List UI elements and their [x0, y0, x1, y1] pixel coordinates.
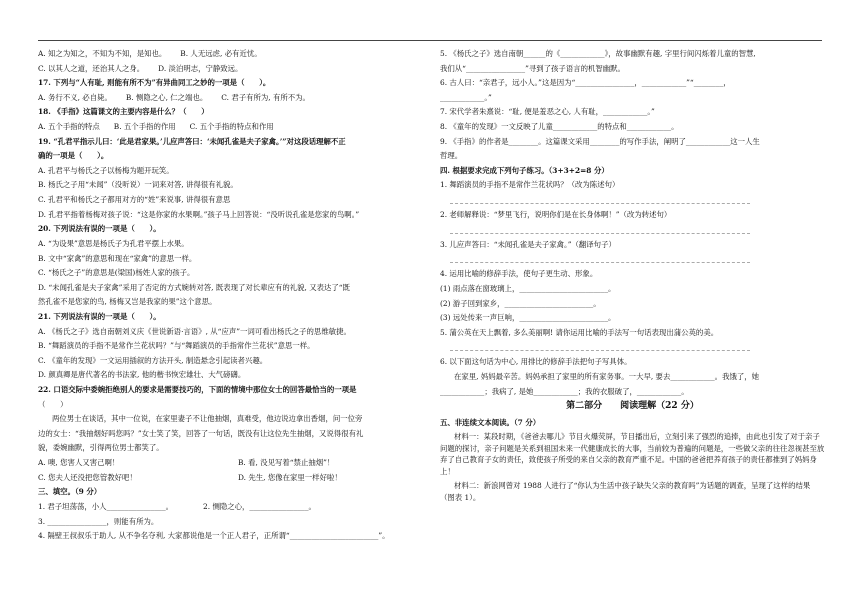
q20-option-d-line1[interactable]: D. “未闻孔雀是夫子家禽”采用了否定的方式婉转对答, 既表现了对长辈应有的礼貌, 又表达了“既 [38, 282, 350, 292]
q19-stem-line2: 确的一项是（ ）。 [38, 151, 109, 161]
part-2-title: 第二部分 阅读理解（22 分） [566, 401, 699, 412]
sentence-4: 4. 运用比喻的修辞手法，使句子更生动、形象。 [440, 269, 598, 279]
sentence-1: 1. 舞蹈演员的手指不是常作兰花状吗？（改为陈述句） [440, 180, 620, 190]
q21-option-b[interactable]: B. “舞蹈演员的手指不是常作兰花状吗？”与“舞蹈演员的手指常作兰花状”意思一样。 [38, 341, 315, 351]
q19-option-a[interactable]: A. 孔君平与杨氏之子以杨梅为题开玩笑。 [38, 165, 174, 175]
r6-line1[interactable]: 6. 古人曰：“亲君子，远小人。”这是因为“________________，____________”“________， [440, 78, 731, 88]
fill-1[interactable]: 1. 君子坦荡荡，小人________________。 [38, 501, 174, 511]
sentence-1-answer-line[interactable] [450, 194, 750, 204]
r8[interactable]: 8. 《童年的发现》一文反映了儿童____________的特点和____________。 [440, 122, 679, 132]
q18-option-a[interactable]: A. 五个手指的特点 [38, 122, 100, 132]
r6-line2[interactable]: ____________。” [440, 92, 492, 102]
q20-option-d-line2: 然孔雀不是您家的鸟, 杨梅又岂是我家的果”这个意思。 [38, 297, 217, 307]
q19-option-b[interactable]: B. 杨氏之子用“未闻”（没听说）一词来对答, 讲得很有礼貌。 [38, 180, 238, 190]
q16-option-b[interactable]: B. 人无远虑, 必有近忧。 [180, 49, 262, 58]
q17-option-b[interactable]: B. 恻隐之心, 仁之端也。 [125, 92, 208, 102]
fill-row1 [38, 501, 430, 512]
q22-options [38, 457, 430, 486]
q22-option-b[interactable]: B. 看, 没见写着“禁止抽烟”！ [238, 458, 335, 468]
section-3-title: 三、填空。（9 分） [38, 487, 102, 497]
sentence-4-item-1[interactable]: (1) 雨点落在窗玻璃上，________________________。 [440, 283, 616, 293]
sentence-6: 6. 以下面这句话为中心, 用排比的修辞手法把句子写具体。 [440, 357, 632, 367]
fill-4[interactable]: 4. 隔壁王叔叔乐于助人, 从不争名夺利, 大家都说他是一个正人君子，正所谓“________________________”。 [38, 531, 390, 541]
q22-story-line2: 边的女士：“我抽烟好吗您吗？”女士笑了笑，回答了一句话，既没有让这位先生抽烟，又说得很有礼 [38, 428, 364, 438]
q17-option-c[interactable]: C. 君子有所为, 有所不为。 [221, 92, 310, 102]
q22-option-c[interactable]: C. 您夫人还没把您管教好吧！ [38, 472, 137, 482]
q18-stem: 18. 《手指》这篇课文的主要内容是什么？（ ） [38, 107, 209, 117]
r5-line1[interactable]: 5. 《杨氏之子》选自南朝______的《____________》，故事幽默有趣, 字里行间闪烁着儿童的智慧, [440, 49, 756, 58]
section-5-title: 五、非连续文本阅读。（7 分） [440, 417, 541, 427]
q19-stem-line1: 19. “孔君平指示儿曰：‘此是君家果。’儿应声答曰：‘未闻孔雀是夫子家禽。’”对这段话理解不正 [38, 136, 346, 146]
section-4-title: 四. 根据要求完成下列句子练习。（3+3+2=8 分） [440, 165, 609, 175]
q22-story-line1: 两位男士在谈话，其中一位说，在家里妻子不让他抽烟，真难受，他边说边拿出香烟，问一位旁 [52, 414, 363, 424]
sentence-3-answer-line[interactable] [450, 253, 750, 263]
r9-line1[interactable]: 9. 《手指》的作者是________。这篇课文采用________的写作手法，阐明了____________这一人生 [440, 136, 760, 146]
q18-option-b[interactable]: B. 五个手指的作用 [113, 122, 176, 132]
q16-options-row1 [38, 48, 430, 59]
left-column [38, 48, 430, 545]
q20-stem: 20. 下列说法有误的一项是（ ）。 [38, 224, 161, 234]
q19-option-c[interactable]: C. 孔君平和杨氏之子都用对方的“姓”来说事, 讲得很有意思 [38, 195, 231, 205]
sentence-3: 3. 儿应声答曰：“未闻孔雀是夫子家禽。”（翻译句子） [440, 239, 616, 249]
q16-options-row2 [38, 63, 430, 74]
q22-option-a[interactable]: A. 噢, 您害人又害己啊！ [38, 458, 120, 468]
q17-stem: 17. 下列与“人有耻, 则能有所不为”有异曲同工之妙的一项是（ ）。 [38, 78, 271, 88]
material-2: 材料二：新浪网曾对 1988 人进行了“你认为生活中孩子缺失父亲的教育吗”为话题的调查，呈现了这样的结果（图表 1）。 [440, 481, 811, 502]
sentence-6-body-line1[interactable]: 在家里, 妈妈最辛苦。妈妈承担了家里的所有家务事。一大早, 要去____________。我饿了，她 [454, 371, 760, 381]
q22-option-d[interactable]: D. 先生, 您像在家里一样好啦！ [238, 472, 342, 482]
q16-option-c[interactable]: C. 以其人之道，还治其人之身。 [38, 63, 145, 73]
q21-stem: 21. 下列说法有误的一项是（ ）。 [38, 311, 161, 321]
sentence-4-item-3[interactable]: (3) 远处传来一声巨响，________________________。 [440, 313, 616, 323]
sentence-4-item-2[interactable]: (2) 游子回到家乡，________________________。 [440, 298, 601, 308]
q20-option-b[interactable]: B. 文中“家禽”的意思和现在“家禽”的意思一样。 [38, 253, 197, 263]
sentence-6-body-line2[interactable]: ____________；我病了, 是她____________；我的衣服破了，____________。 [440, 386, 689, 396]
fill-2[interactable]: 2. 恻隐之心，________________。 [203, 501, 316, 511]
q16-option-d[interactable]: D. 淡泊明志，宁静致远。 [158, 63, 243, 73]
sentence-2: 2. 老师解释说：“梦里飞行，说明你们是在长身体啊！”（改为转述句） [440, 210, 672, 220]
q21-option-d[interactable]: D. 颜真卿是唐代著名的书法家, 他的楷书恢宏雄壮、大气磅礴。 [38, 370, 246, 380]
top-rule [38, 40, 822, 41]
q20-option-a[interactable]: A. “为设果”意思是杨氏子为孔君平摆上水果。 [38, 238, 189, 248]
q16-option-a[interactable]: A. 知之为知之，不知为不知，是知也。 [38, 49, 167, 58]
q17-option-a[interactable]: A. 务行不义, 必自毙。 [38, 92, 112, 102]
q20-option-c[interactable]: C. “杨氏之子”的意思是(梁国)杨姓人家的孩子。 [38, 268, 195, 278]
q17-options [38, 92, 430, 103]
q21-option-a[interactable]: A. 《杨氏之子》选自南朝刘义庆《世说新语·言语》, 从“应声”一词可看出杨氏之子的思维敏捷。 [38, 326, 351, 336]
q18-options [38, 121, 430, 132]
sentence-5: 5. 蒲公英在天上飘着, 多么美丽啊! 请你运用比喻的手法写一句话表现出蒲公英的美。 [440, 327, 719, 337]
q21-option-c[interactable]: C. 《童年的发现》一文运用插叙的方法开头, 制造悬念引起读者兴趣。 [38, 355, 268, 365]
sentence-2-answer-line[interactable] [450, 224, 750, 234]
material-1: 材料一：某段时期，《爸爸去哪儿》节目火爆荧屏，节目播出后，立刻引来了强烈的追捧，由此也引发了对于亲子问题的探讨，亲子问题是关系到祖国未来一代健康成长的大事，当前较为普遍的问题是，一些做父亲的往往忽视甚至放弃了自己教育子女的责任，致使孩子所受的来自父亲的教育严重不足。中国的爸爸把养育孩子的责任都推到了妈妈身上！ [440, 432, 825, 476]
r7[interactable]: 7. 宋代学者朱熹说：“耻, 便是羞恶之心, 人有耻，____________。” [440, 107, 655, 117]
q22-stem: 22. 口语交际中委婉拒绝别人的要求是需要技巧的，下面的情境中那位女士的回答最恰当的一项是 [38, 385, 357, 395]
fill-3[interactable]: 3. ________________，则能有所为。 [38, 516, 159, 526]
right-column [440, 48, 825, 506]
q18-option-c[interactable]: C. 五个手指的特点和作用 [189, 122, 274, 132]
q19-option-d[interactable]: D. 孔君平指着杨梅对孩子说：“这是你家的水果啊。”孩子马上回答说：“没听说孔雀是您家的鸟啊。” [38, 209, 360, 219]
r5-line2[interactable]: 我们从“________________”寻到了孩子语言的机智幽默。 [440, 63, 625, 73]
q22-story-line3: 貌，委婉幽默，引得两位男士都笑了。 [38, 443, 164, 453]
r9-line2: 哲理。 [440, 151, 463, 161]
sentence-5-answer-line[interactable] [450, 341, 750, 351]
q22-answer-paren[interactable]: （ ） [38, 399, 68, 409]
